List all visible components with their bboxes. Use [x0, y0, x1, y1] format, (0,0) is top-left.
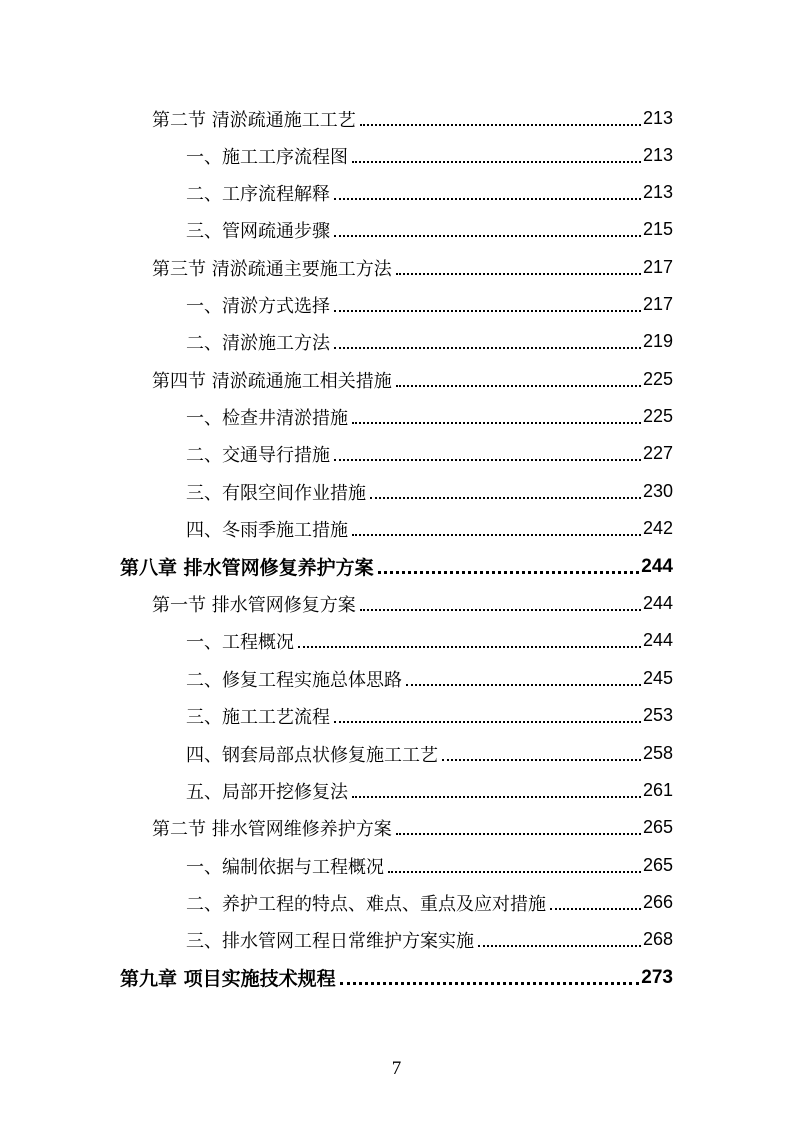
toc-entry[interactable] [186, 735, 673, 772]
toc-entry-page: 225 [642, 406, 673, 426]
toc-dot-leader [396, 385, 641, 387]
toc-chapter-entry[interactable] [120, 959, 673, 996]
toc-entry-page: 230 [642, 481, 673, 501]
toc-entry-title: 三、有限空间作业措施 [186, 482, 366, 504]
toc-dot-leader [334, 347, 641, 349]
toc-entry-title: 一、清淤方式选择 [186, 295, 330, 317]
toc-entry[interactable] [186, 622, 673, 659]
toc-entry[interactable] [186, 473, 673, 510]
toc-entry-title: 二、工序流程解释 [186, 183, 330, 205]
toc-dot-leader [442, 759, 641, 761]
toc-entry-page: 258 [642, 743, 673, 763]
toc-entry-title: 四、钢套局部点状修复施工工艺 [186, 744, 438, 766]
toc-entry-page: 217 [642, 257, 673, 277]
toc-entry-title: 第八章 排水管网修复养护方案 [120, 557, 374, 579]
toc-entry-title: 第一节 排水管网修复方案 [152, 594, 356, 616]
toc-entry-page: 213 [642, 145, 673, 165]
toc-entry[interactable] [186, 211, 673, 248]
toc-dot-leader [388, 871, 641, 873]
toc-entry-page: 227 [642, 443, 673, 463]
toc-entry[interactable] [186, 435, 673, 472]
toc-entry-title: 四、冬雨季施工措施 [186, 519, 348, 541]
toc-entry[interactable] [186, 847, 673, 884]
toc-entry[interactable] [152, 361, 673, 398]
toc-dot-leader [352, 161, 641, 163]
toc-entry-page: 244 [641, 555, 673, 577]
toc-entry[interactable] [186, 921, 673, 958]
toc-entry-title: 二、养护工程的特点、难点、重点及应对措施 [186, 893, 546, 915]
toc-entry-title: 三、排水管网工程日常维护方案实施 [186, 930, 474, 952]
toc-entry[interactable] [186, 398, 673, 435]
toc-dot-leader [406, 684, 641, 686]
toc-entry[interactable] [186, 174, 673, 211]
toc-entry-title: 三、施工工艺流程 [186, 706, 330, 728]
toc-entry-page: 268 [642, 929, 673, 949]
toc-dot-leader [360, 124, 641, 126]
toc-entry[interactable] [186, 286, 673, 323]
toc-entry-page: 244 [642, 593, 673, 613]
toc-entry-page: 265 [642, 817, 673, 837]
toc-dot-leader [340, 982, 640, 985]
toc-entry-title: 第九章 项目实施技术规程 [120, 968, 336, 990]
toc-entry[interactable] [186, 660, 673, 697]
toc-dot-leader [334, 310, 641, 312]
toc-dot-leader [396, 273, 641, 275]
toc-chapter-entry[interactable] [120, 548, 673, 585]
toc-entry-title: 一、编制依据与工程概况 [186, 856, 384, 878]
toc-entry-title: 五、局部开挖修复法 [186, 781, 348, 803]
toc-dot-leader [478, 945, 641, 947]
toc-entry-title: 三、管网疏通步骤 [186, 220, 330, 242]
toc-dot-leader [352, 796, 641, 798]
toc-entry-page: 225 [642, 369, 673, 389]
toc-dot-leader [360, 609, 641, 611]
toc-entry[interactable] [186, 772, 673, 809]
toc-entry-page: 273 [641, 966, 673, 988]
toc-dot-leader [396, 833, 641, 835]
toc-entry-title: 一、检查井清淤措施 [186, 407, 348, 429]
toc-entry-title: 第四节 清淤疏通施工相关措施 [152, 370, 392, 392]
toc-entry[interactable] [186, 510, 673, 547]
toc-dot-leader [334, 721, 641, 723]
toc-entry-title: 一、工程概况 [186, 631, 294, 653]
toc-entry-page: 213 [642, 108, 673, 128]
toc-entry-page: 217 [642, 294, 673, 314]
toc-dot-leader [370, 497, 641, 499]
toc-dot-leader [352, 534, 641, 536]
toc-entry-title: 二、交通导行措施 [186, 444, 330, 466]
toc-dot-leader [550, 908, 641, 910]
toc-entry[interactable] [152, 809, 673, 846]
toc-entry-title: 第二节 排水管网维修养护方案 [152, 818, 392, 840]
toc-entry-page: 245 [642, 668, 673, 688]
toc-entry-page: 266 [642, 892, 673, 912]
toc-dot-leader [352, 422, 641, 424]
toc-entry[interactable] [152, 100, 673, 137]
toc-entry[interactable] [186, 323, 673, 360]
toc-entry-page: 215 [642, 219, 673, 239]
toc-entry-page: 265 [642, 855, 673, 875]
toc-dot-leader [334, 198, 641, 200]
toc-entry-page: 261 [642, 780, 673, 800]
toc-dot-leader [334, 459, 641, 461]
toc-entry-title: 一、施工工序流程图 [186, 146, 348, 168]
toc-dot-leader [298, 646, 641, 648]
toc-entry[interactable] [152, 585, 673, 622]
toc-entry[interactable] [186, 697, 673, 734]
toc-entry[interactable] [186, 884, 673, 921]
toc-entry-page: 253 [642, 705, 673, 725]
toc-dot-leader [334, 235, 641, 237]
toc-entry[interactable] [186, 137, 673, 174]
toc-entry-page: 242 [642, 518, 673, 538]
toc-entry-page: 213 [642, 182, 673, 202]
toc-entry-title: 第三节 清淤疏通主要施工方法 [152, 258, 392, 280]
toc-entry-page: 244 [642, 630, 673, 650]
toc-entry[interactable] [152, 249, 673, 286]
toc-entry-title: 第二节 清淤疏通施工工艺 [152, 109, 356, 131]
toc-entry-title: 二、清淤施工方法 [186, 332, 330, 354]
page-number: 7 [391, 1058, 402, 1079]
toc-entry-title: 二、修复工程实施总体思路 [186, 669, 402, 691]
toc-dot-leader [378, 571, 640, 574]
toc-entry-page: 219 [642, 331, 673, 351]
